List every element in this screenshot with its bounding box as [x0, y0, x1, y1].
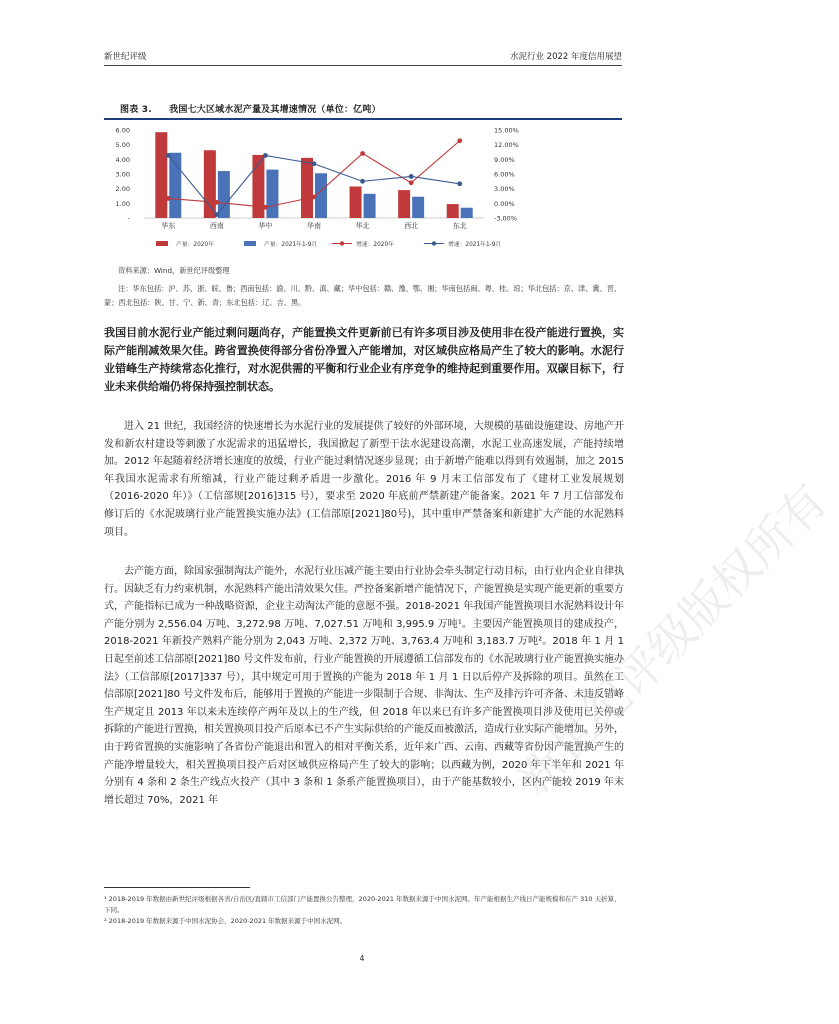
left-tick-label: 2.00: [115, 185, 130, 194]
bar-output-2021: [315, 173, 327, 218]
body-paragraph: 进入 21 世纪，我国经济的快速增长为水泥行业的发展提供了较好的外部环境，大规模的基础设施建设、房地产开发和新农村建设等刺激了水泥需求的迅猛增长，我国掀起了新型干法水泥建设高潮，水泥工业高速发展，产能持续增加。2012 年起随着经济增长速度的放缓，行业产能过剩情况逐步显现；由于新增产能难以得到有效遏制，加之 2015 年我国水泥需求有所缩减，行业产能过剩矛盾进一步激化。2016 年 9 月末工信部发布了《建材工业发展规划（2016-2020 年）》（工信部规[2016]315 号），要求至 2020 年底前严禁新建产能备案。2021 年 7 月工信部发布修订后的《水泥玻璃行业产能置换实施办法》(工信部原[2021]80号)，其中重申严禁备案和新建扩大产能的水泥熟料项目。: [104, 421, 624, 538]
point-growth-2020: [214, 200, 219, 205]
regional-cement-output-chart: [104, 120, 624, 256]
right-tick-label: 6.00%: [494, 170, 515, 179]
figure-caption: [120, 102, 395, 115]
left-tick-label: -: [127, 214, 130, 223]
bar-output-2021: [412, 197, 424, 218]
point-growth-2021: [214, 212, 219, 217]
legend-label: 增速：2021年1-9月: [448, 242, 502, 248]
point-growth-2021: [457, 181, 462, 186]
point-growth-2021: [409, 174, 414, 179]
figure-title: 我国七大区域水泥产量及其增速情况（单位：亿吨）: [169, 105, 381, 115]
point-growth-2020: [457, 138, 462, 143]
bar-output-2020: [398, 190, 410, 218]
figure-label: 图表 3.: [120, 105, 152, 115]
category-label: 华北: [355, 222, 370, 230]
legend-swatch-marker: [340, 241, 344, 245]
left-tick-label: 5.00: [115, 141, 130, 150]
footnotes: [104, 894, 624, 927]
header-report-title: 水泥行业 2022 年度信用展望: [509, 52, 622, 62]
legend-label: 产量：2021年1-9月: [264, 242, 318, 248]
bar-output-2020: [447, 204, 459, 218]
point-growth-2021: [312, 161, 317, 166]
point-growth-2020: [312, 195, 317, 200]
body-paragraph: 去产能方面，除国家强制淘汰产能外，水泥行业压减产能主要由行业协会牵头制定行动目标，由行业内企业自律执行。因缺乏有力约束机制，水泥熟料产能出清效果欠佳。严控备案新增产能情况下，产能置换是实现产能更新的重要方式，产能指标已成为一种战略资源，企业主动淘汰产能的意愿不强。2018-2021 年我国产能置换项目水泥熟料设计年产能分别为 2,556.04 万吨、3,272.98 万吨、7,027.51 万吨和 3,995.9 万吨¹。主要因产能置换项目的建成投产，2018-2021 年新投产熟料产能分别为 2,043 万吨、2,372 万吨、3,763.4 万吨和 3,183.7 万吨²。2018 年 1 月 1 日起至前述工信部原[2021]80 号文件发布前，行业产能置换的开展遵循工信部发布的《水泥玻璃行业产能置换实施办法》（工信部原[2017]337 号），其中规定可用于置换的产能为 2018 年 1 月 1 日以后停产及拆除的项目。虽然在工信部原[2021]80 号文件发布后，能够用于置换的产能进一步限制于合规、非淘汰、生产及排污许可齐备、未违反错峰生产规定且 2013 年以来未连续停产两年及以上的生产线，但 2018 年以来已有许多产能置换项目涉及使用已关停或拆除的产能进行置换，相关置换项目投产后原本已不产生实际供给的产能反而被激活，造成行业实际产能增加。另外，由于跨省置换的实施影响了各省份产能退出和置入的相对平衡关系，近年来广西、云南、西藏等省份因产能置换产生的产能净增量较大，相关置换项目投产后对区域供应格局产生了较大的影响；以西藏为例，2020 年下半年和 2021 年分别有 4 条和 2 条生产线点火投产（其中 3 条和 1 条系产能置换项目），由于产能基数较小，区内产能较 2019 年末增长超过 70%，2021 年: [104, 566, 624, 806]
point-growth-2021: [166, 153, 171, 158]
point-growth-2020: [166, 196, 171, 201]
legend-label: 增速：2020年: [356, 242, 394, 248]
figure-note: 注：华东包括：沪、苏、浙、皖、鲁；西南包括：渝、川、黔、滇、藏；华中包括：赣、豫、鄂、湘；华南包括闽、粤、桂、琼；华北包括：京、津、冀、晋、蒙；西北包括：陕、甘、宁、新、青；东北包括：辽、吉、黑。: [104, 284, 622, 307]
right-tick-label: 9.00%: [494, 155, 515, 164]
left-tick-label: 1.00: [115, 199, 130, 208]
category-label: 西南: [209, 222, 224, 230]
page-number: 4: [359, 954, 365, 963]
page-header: [104, 50, 622, 64]
footnote-2: ² 2018-2019 年数据来源于中国水泥协会，2020-2021 年数据来源于中国水泥网。: [104, 917, 347, 925]
header-divider: [104, 65, 622, 66]
bar-output-2020: [301, 158, 313, 218]
bar-output-2020: [204, 150, 216, 218]
right-tick-label: 12.00%: [494, 141, 519, 150]
right-tick-label: -3.00%: [494, 214, 517, 223]
right-tick-label: 0.00%: [494, 199, 515, 208]
legend-swatch: [244, 241, 256, 246]
point-growth-2020: [263, 205, 268, 210]
bar-output-2021: [266, 170, 278, 218]
category-label: 华东: [161, 222, 176, 230]
section-summary: 我国目前水泥行业产能过剩问题尚存，产能置换文件更新前已有许多项目涉及使用非在役产能进行置换，实际产能削减效果欠佳。跨省置换使得部分省份净置入产能增加，对区域供应格局产生了较大的影响。水泥行业错峰生产持续常态化推行，对水泥供需的平衡和行业企业有序竞争的维持起到重要作用。双碳目标下，行业未来供给端仍将保持强控制状态。: [104, 326, 624, 393]
right-tick-label: 3.00%: [494, 185, 515, 194]
header-org: 新世纪评级: [104, 52, 147, 62]
footnote-divider: [104, 887, 250, 888]
legend-label: 产量：2020年: [176, 242, 214, 248]
bar-output-2021: [364, 194, 376, 218]
right-tick-label: 15.00%: [494, 126, 519, 135]
watermark: 新世纪评级版权所有: [506, 473, 838, 805]
bar-output-2020: [350, 186, 362, 218]
legend-swatch-marker: [432, 241, 436, 245]
point-growth-2021: [263, 153, 268, 158]
category-label: 华南: [307, 222, 321, 230]
left-tick-label: 4.00: [115, 155, 130, 164]
point-growth-2020: [360, 151, 365, 156]
legend-swatch: [156, 241, 168, 246]
footnote-1: ¹ 2018-2019 年数据由新世纪评级根据各省/自治区/直辖市工信部门产能置换公告整理，2020-2021 年数据来源于中国水泥网。年产能根据生产线日产能规模和在产 310 天折算，下同。: [104, 895, 621, 914]
figure-source: 资料来源：Wind，新世纪评级整理: [118, 266, 230, 275]
category-label: 华中: [258, 222, 273, 230]
bar-output-2021: [169, 153, 181, 218]
bar-output-2020: [155, 132, 167, 218]
category-label: 西北: [404, 222, 419, 230]
left-tick-label: 6.00: [115, 126, 130, 135]
point-growth-2021: [360, 179, 365, 184]
point-growth-2020: [409, 180, 414, 185]
left-tick-label: 3.00: [115, 170, 130, 179]
category-label: 东北: [452, 222, 467, 230]
bar-output-2021: [461, 208, 473, 218]
